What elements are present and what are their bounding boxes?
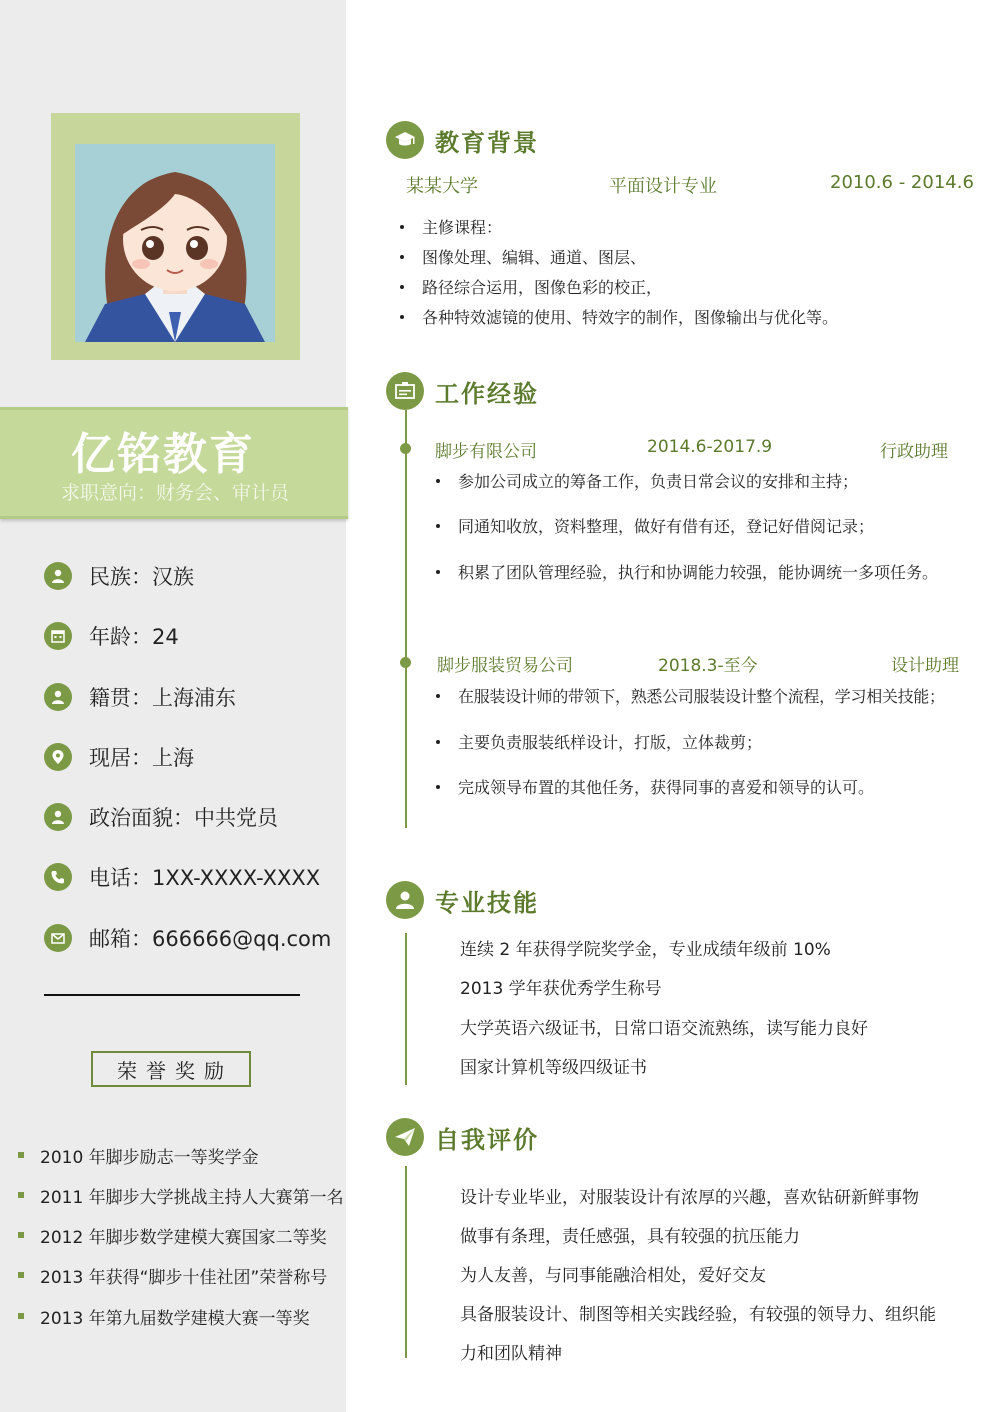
award-text: 2011 年脚步大学挑战主持人大赛第一名 bbox=[40, 1187, 344, 1208]
job-bullet-text: 同通知收放，资料整理，做好有借有还，登记好借阅记录； bbox=[458, 517, 875, 536]
profile-photo-frame bbox=[51, 113, 300, 360]
award-text: 2013 年第九届数学建模大赛一等奖 bbox=[40, 1308, 310, 1329]
info-email bbox=[44, 923, 331, 953]
mail-icon bbox=[44, 924, 72, 952]
person-icon bbox=[386, 881, 424, 919]
award-item bbox=[18, 1183, 344, 1207]
skill-item: 连续 2 年获得学院奖学金，专业成绩年级前 10% bbox=[460, 940, 831, 960]
skill-item: 2013 学年获优秀学生称号 bbox=[460, 979, 662, 999]
info-phone bbox=[44, 862, 320, 892]
section-self-header bbox=[386, 1117, 539, 1157]
info-hometown bbox=[44, 682, 236, 712]
self-item: 为人友善，与同事能融洽相处，爱好交友 bbox=[460, 1266, 766, 1286]
sidebar-divider bbox=[44, 994, 300, 996]
square-bullet-icon bbox=[18, 1232, 24, 1238]
info-residence bbox=[44, 742, 194, 772]
person-icon bbox=[44, 683, 72, 711]
person-icon bbox=[44, 803, 72, 831]
job-bullet-text: 主要负责服装纸样设计，打版，立体裁剪； bbox=[458, 733, 763, 752]
job-bullet bbox=[436, 560, 938, 583]
edu-bullet-text: 路径综合运用，图像色彩的校正， bbox=[422, 278, 663, 297]
award-text: 2012 年脚步数学建模大赛国家二等奖 bbox=[40, 1227, 327, 1248]
job-bullet bbox=[436, 469, 858, 492]
award-text: 2013 年获得“脚步十佳社团”荣誉称号 bbox=[40, 1267, 328, 1288]
job-bullet bbox=[436, 684, 945, 707]
section-title: 教育背景 bbox=[435, 128, 539, 157]
candidate-name: 亿铭教育 bbox=[71, 429, 255, 480]
info-ethnicity bbox=[44, 561, 194, 591]
edu-bullet bbox=[400, 275, 662, 298]
award-item bbox=[18, 1304, 310, 1328]
job-bullet-text: 积累了团队管理经验，执行和协调能力较强，能协调统一多项任务。 bbox=[458, 563, 939, 582]
job-company: 脚步有限公司 bbox=[435, 442, 537, 462]
award-item bbox=[18, 1263, 327, 1287]
info-ethnicity-text: 民族：汉族 bbox=[89, 565, 194, 589]
job-role: 行政助理 bbox=[880, 442, 948, 462]
timeline-dot bbox=[400, 443, 411, 454]
edu-bullet bbox=[400, 215, 502, 238]
section-education-header bbox=[386, 120, 539, 160]
job-period: 2014.6-2017.9 bbox=[647, 437, 773, 457]
award-text: 2010 年脚步励志一等奖学金 bbox=[40, 1147, 259, 1168]
section-title: 工作经验 bbox=[435, 379, 539, 408]
award-item bbox=[18, 1223, 327, 1247]
calendar-icon bbox=[44, 622, 72, 650]
job-bullet-text: 参加公司成立的筹备工作，负责日常会议的安排和主持； bbox=[458, 472, 859, 491]
skill-item: 大学英语六级证书，日常口语交流熟练，读写能力良好 bbox=[460, 1019, 868, 1039]
person-icon bbox=[44, 562, 72, 590]
edu-school: 某某大学 bbox=[406, 176, 478, 197]
id-card-icon bbox=[386, 372, 424, 410]
honors-title: 荣誉奖励 bbox=[91, 1051, 251, 1087]
self-line bbox=[405, 1166, 407, 1358]
info-age-text: 年龄：24 bbox=[89, 625, 179, 649]
graduation-cap-icon bbox=[386, 121, 424, 159]
job-bullet bbox=[436, 514, 874, 537]
award-item bbox=[18, 1143, 259, 1167]
section-work-header bbox=[386, 371, 539, 411]
timeline-dot bbox=[400, 657, 411, 668]
edu-bullet bbox=[400, 305, 838, 328]
job-company: 脚步服装贸易公司 bbox=[437, 656, 573, 676]
job-period: 2018.3-至今 bbox=[658, 656, 758, 676]
square-bullet-icon bbox=[18, 1272, 24, 1278]
avatar bbox=[75, 144, 275, 342]
edu-bullet bbox=[400, 245, 646, 268]
job-bullet-text: 完成领导布置的其他任务，获得同事的喜爱和领导的认可。 bbox=[458, 778, 875, 797]
info-email-text: 邮箱：666666@qq.com bbox=[89, 927, 332, 951]
self-item: 具备服装设计、制图等相关实践经验，有较强的领导力、组织能 bbox=[460, 1305, 936, 1325]
self-item: 力和团队精神 bbox=[460, 1344, 562, 1364]
paper-plane-icon bbox=[386, 1118, 424, 1156]
info-phone-text: 电话：1XX-XXXX-XXXX bbox=[89, 866, 321, 890]
job-role: 设计助理 bbox=[891, 656, 959, 676]
edu-major: 平面设计专业 bbox=[609, 176, 717, 197]
phone-icon bbox=[44, 863, 72, 891]
work-timeline-line bbox=[405, 410, 407, 828]
info-political-text: 政治面貌：中共党员 bbox=[89, 806, 278, 830]
skills-line bbox=[405, 933, 407, 1085]
edu-bullet-text: 图像处理、编辑、通道、图层、 bbox=[422, 248, 647, 267]
location-pin-icon bbox=[44, 743, 72, 771]
section-title: 专业技能 bbox=[435, 888, 539, 917]
square-bullet-icon bbox=[18, 1192, 24, 1198]
info-residence-text: 现居：上海 bbox=[89, 746, 194, 770]
skill-item: 国家计算机等级四级证书 bbox=[460, 1058, 647, 1078]
square-bullet-icon bbox=[18, 1152, 24, 1158]
info-political bbox=[44, 802, 278, 832]
job-bullet bbox=[436, 730, 762, 753]
square-bullet-icon bbox=[18, 1313, 24, 1319]
job-objective: 求职意向：财务会、审计员 bbox=[60, 482, 289, 504]
edu-bullet-text: 各种特效滤镜的使用、特效字的制作，图像输出与优化等。 bbox=[422, 308, 839, 327]
job-bullet-text: 在服装设计师的带领下，熟悉公司服装设计整个流程，学习相关技能； bbox=[458, 687, 945, 706]
self-item: 做事有条理，责任感强，具有较强的抗压能力 bbox=[460, 1227, 800, 1247]
section-title: 自我评价 bbox=[435, 1125, 539, 1154]
job-bullet bbox=[436, 775, 874, 798]
edu-period: 2010.6 - 2014.6 bbox=[830, 172, 974, 193]
section-skills-header bbox=[386, 880, 539, 920]
edu-bullet-text: 主修课程： bbox=[422, 218, 503, 237]
info-hometown-text: 籍贯：上海浦东 bbox=[89, 686, 236, 710]
info-age bbox=[44, 621, 179, 651]
self-item: 设计专业毕业，对服装设计有浓厚的兴趣，喜欢钻研新鲜事物 bbox=[460, 1188, 919, 1208]
